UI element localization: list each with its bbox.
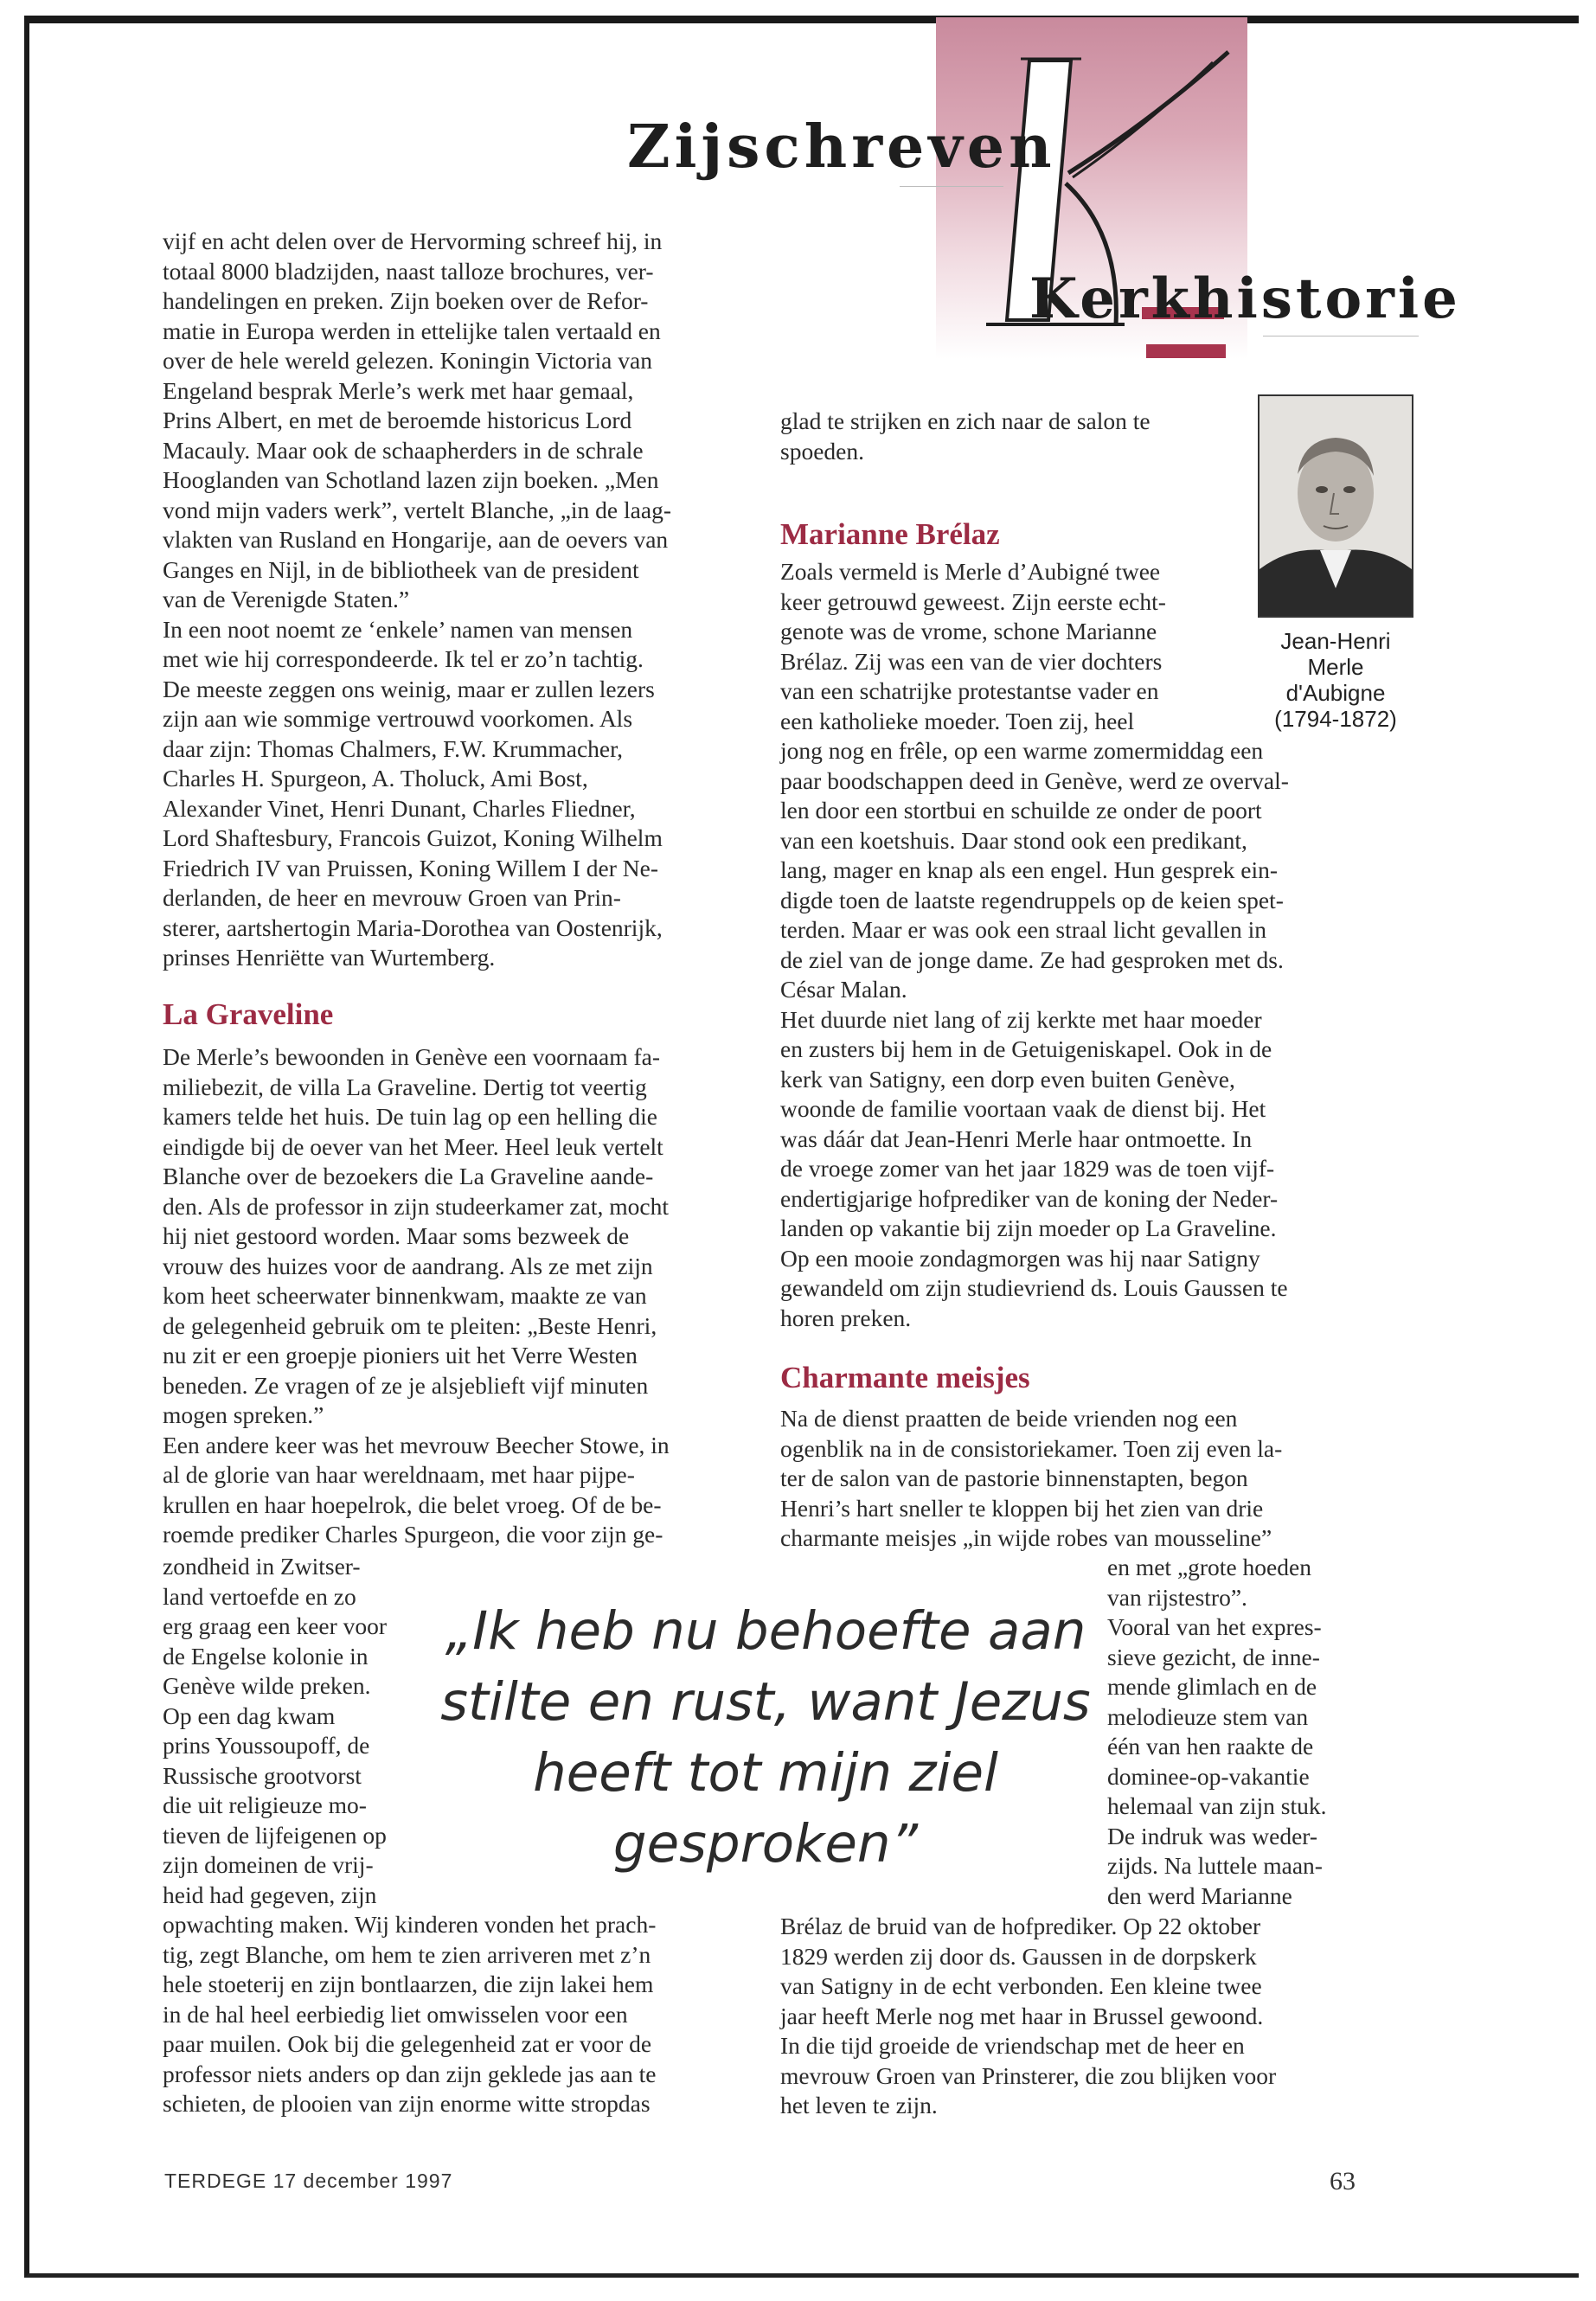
text-line: Brélaz. Zij was een van de vier dochters: [780, 647, 1163, 675]
caption-line: (1794-1872): [1274, 706, 1397, 732]
text-line: een katholieke moeder. Toen zij, heel: [780, 707, 1135, 734]
charmante-text: [780, 1404, 1360, 1554]
text-line: land vertoefde en zo: [163, 1582, 356, 1610]
text-line: keer getrouwd geweest. Zijn eerste echt-: [780, 587, 1166, 615]
text-line: lang, mager en knap als een engel. Hun gesprek ein-: [780, 856, 1278, 883]
text-line: Engeland besprak Merle’s werk met haar gemaal,: [163, 376, 634, 404]
text-line: Het duurde niet lang of zij kerkte met haar moeder: [780, 1005, 1262, 1033]
text-line: Op een dag kwam: [163, 1702, 336, 1729]
text-line: landen op vakantie bij zijn moeder op La Graveline.: [780, 1215, 1277, 1241]
caption-line: Merle: [1307, 654, 1364, 680]
text-line: opwachting maken. Wij kinderen vonden het prach-: [163, 1911, 657, 1938]
text-line: den. Als de professor in zijn studeerkamer zat, mocht: [163, 1192, 669, 1220]
page-title-part1: Zijschreven: [627, 112, 1056, 182]
charmante-narrow-text: [1107, 1553, 1367, 1911]
right-top-text: [780, 407, 1247, 466]
footer-publication: TERDEGE 17 december 1997: [164, 2170, 453, 2192]
text-line: charmante meisjes „in wijde robes van mousseline”: [780, 1524, 1272, 1551]
text-line: De indruk was weder-: [1107, 1822, 1318, 1849]
text-line: professor niets anders op dan zijn geklede jas aan te: [163, 2060, 657, 2087]
quote-line: „Ik heb nu behoefte aan: [445, 1600, 1086, 1662]
text-line: jong nog en frêle, op een warme zomermiddag een: [780, 737, 1264, 764]
text-line: genote was de vrome, schone Marianne: [780, 618, 1157, 644]
header-accent-bar-bottom: [1146, 344, 1226, 358]
text-line: in de hal heel eerbiedig liet omwisselen voor een: [163, 2000, 628, 2028]
text-line: hele stoeterij en zijn bontlaarzen, die zijn lakei hem: [163, 1971, 654, 1997]
text-line: melodieuze stem van: [1107, 1702, 1309, 1730]
text-line: Alexander Vinet, Henri Dunant, Charles Fliedner,: [163, 794, 636, 822]
text-line: Henri’s hart sneller te kloppen bij het zien van drie: [780, 1494, 1264, 1522]
text-line: krullen en haar hoepelrok, die belet vroeg. Of de be-: [163, 1490, 662, 1518]
text-line: roemde prediker Charles Spurgeon, die voor zijn ge-: [163, 1521, 663, 1548]
text-line: totaal 8000 bladzijden, naast talloze brochures, ver-: [163, 257, 654, 285]
text-line: ter de salon van de pastorie binnenstapten, begon: [780, 1465, 1248, 1491]
text-line: Vooral van het expres-: [1107, 1613, 1322, 1640]
text-line: met wie hij correspondeerde. Ik tel er zo’n tachtig.: [163, 645, 644, 672]
text-line: digde toen de laatste regendruppels op de keien spet-: [780, 886, 1284, 913]
marianne-narrow-text: [780, 557, 1237, 736]
text-line: ogenblik na in de consistoriekamer. Toen zij even la-: [780, 1434, 1283, 1462]
text-line: van rijstestro”.: [1107, 1583, 1247, 1611]
text-line: jaar heeft Merle nog met haar in Brussel gewoond.: [780, 2002, 1264, 2029]
quote-line: heeft tot mijn ziel: [533, 1742, 998, 1804]
text-line: Charles H. Spurgeon, A. Tholuck, Ami Bost,: [163, 765, 588, 792]
text-line: In een noot noemt ze ‘enkele’ namen van mensen: [163, 615, 633, 643]
text-line: mogen spreken.”: [163, 1401, 324, 1428]
page-title-part2: Kerkhistorie: [1029, 266, 1461, 331]
text-line: endertigjarige hofprediker van de koning der Neder-: [780, 1184, 1279, 1212]
marianne-text: [780, 736, 1360, 1333]
text-line: sterer, aartshertogin Maria-Dorothea van Oostenrijk,: [163, 913, 663, 941]
text-line: erg graag een keer voor: [163, 1612, 388, 1639]
text-line: hij niet gestoord worden. Maar soms bezweek de: [163, 1222, 630, 1249]
left-intro-text: [163, 227, 742, 973]
text-line: zijds. Na luttele maan-: [1107, 1852, 1323, 1879]
text-line: eindigde bij de oever van het Meer. Heel leuk vertelt: [163, 1132, 663, 1160]
text-line: gewandeld om zijn studievriend ds. Louis Gaussen te: [780, 1274, 1288, 1301]
text-line: Lord Shaftesbury, Francois Guizot, Koning Wilhelm: [163, 824, 663, 851]
text-line: de Engelse kolonie in: [163, 1642, 369, 1670]
text-line: tig, zegt Blanche, om hem te zien arriveren met z’n: [163, 1940, 651, 1968]
text-line: Een andere keer was het mevrouw Beecher Stowe, in: [163, 1431, 670, 1458]
portrait-illustration: [1259, 396, 1412, 616]
left-final-text: [163, 1910, 742, 2119]
text-line: de ziel van de jonge dame. Ze had gesproken met ds.: [780, 945, 1284, 973]
pull-quote: [437, 1596, 1094, 1880]
text-line: beneden. Ze vragen of ze je alsjeblieft vijf minuten: [163, 1371, 649, 1399]
text-line: len door een stortbui en schuilde ze onder de poort: [780, 797, 1262, 824]
text-line: Russische grootvorst: [163, 1761, 362, 1789]
text-line: mende glimlach en de: [1107, 1673, 1317, 1700]
text-line: Brélaz de bruid van de hofprediker. Op 22 oktober: [780, 1913, 1261, 1939]
text-line: 1829 werden zij door ds. Gaussen in de dorpskerk: [780, 1942, 1257, 1970]
quote-line: gesproken”: [612, 1813, 919, 1875]
text-line: nu zit er een groepje pioniers uit het Verre Westen: [163, 1342, 638, 1368]
text-line: over de hele wereld gelezen. Koningin Victoria van: [163, 347, 652, 374]
text-line: terden. Maar er was ook een straal licht gevallen in: [780, 916, 1266, 943]
text-line: prins Youssoupoff, de: [163, 1732, 370, 1759]
caption-line: Jean-Henri: [1280, 628, 1391, 654]
text-line: De Merle’s bewoonden in Genève een voornaam fa-: [163, 1043, 660, 1070]
text-line: derlanden, de heer en mevrouw Groen van Prin-: [163, 884, 621, 911]
la-graveline-text: [163, 1042, 742, 1550]
text-line: van Satigny in de echt verbonden. Een kleine twee: [780, 1972, 1262, 1999]
text-line: dominee-op-vakantie: [1107, 1762, 1310, 1790]
text-line: handelingen en preken. Zijn boeken over de Refor-: [163, 287, 649, 314]
text-line: In die tijd groeide de vriendschap met de heer en: [780, 2032, 1245, 2059]
text-line: was dáár dat Jean-Henri Merle haar ontmoette. In: [780, 1125, 1253, 1152]
heading-la-graveline: La Graveline: [163, 997, 334, 1031]
text-line: die uit religieuze mo-: [163, 1791, 367, 1818]
text-line: van de Verenigde Staten.”: [163, 586, 410, 612]
text-line: horen preken.: [780, 1304, 912, 1331]
text-line: Blanche over de bezoekers die La Graveline aande-: [163, 1163, 654, 1189]
text-line: miliebezit, de villa La Graveline. Dertig tot veertig: [163, 1073, 647, 1100]
text-line: César Malan.: [780, 976, 907, 1003]
text-line: De meeste zeggen ons weinig, maar er zullen lezers: [163, 675, 655, 702]
text-line: zijn aan wie sommige vertrouwd voorkomen. Als: [163, 705, 633, 732]
text-line: vond mijn vaders werk”, vertelt Blanche, „in de laag-: [163, 496, 671, 523]
text-line: Ganges en Nijl, in de bibliotheek van de president: [163, 555, 639, 583]
text-line: Friedrich IV van Pruissen, Koning Willem I der Ne-: [163, 854, 658, 881]
text-line: zijn domeinen de vrij-: [163, 1851, 374, 1878]
heading-marianne-brelaz: Marianne Brélaz: [780, 517, 1000, 551]
text-line: het leven te zijn.: [780, 2092, 938, 2118]
text-line: Hooglanden van Schotland lazen zijn boeken. „Men: [163, 466, 659, 493]
text-line: zondheid in Zwitser-: [163, 1553, 361, 1580]
text-line: schieten, de plooien van zijn enorme witte stropdas: [163, 2090, 651, 2117]
left-narrow-text: [163, 1552, 422, 1910]
text-line: matie in Europa werden in ettelijke talen vertaald en: [163, 317, 661, 344]
text-line: helemaal van zijn stuk.: [1107, 1792, 1327, 1819]
text-line: al de glorie van haar wereldnaam, met haar pijpe-: [163, 1461, 635, 1488]
text-line: Prins Albert, en met de beroemde historicus Lord: [163, 407, 632, 433]
text-line: kerk van Satigny, een dorp even buiten Genève,: [780, 1065, 1235, 1093]
text-line: den werd Marianne: [1107, 1881, 1292, 1909]
text-line: glad te strijken en zich naar de salon te: [780, 407, 1151, 434]
text-line: tieven de lijfeigenen op: [163, 1821, 387, 1849]
text-line: van een schatrijke protestantse vader en: [780, 677, 1159, 704]
text-line: één van hen raakte de: [1107, 1733, 1314, 1759]
text-line: vijf en acht delen over de Hervorming schreef hij, in: [163, 228, 663, 254]
header-rule-left: [900, 186, 1003, 187]
text-line: Macauly. Maar ook de schaapherders in de schrale: [163, 436, 644, 464]
text-line: mevrouw Groen van Prinsterer, die zou blijken voor: [780, 2061, 1277, 2089]
text-line: paar boodschappen deed in Genève, werd ze overval-: [780, 766, 1289, 794]
text-line: Op een mooie zondagmorgen was hij naar Satigny: [780, 1244, 1260, 1272]
text-line: paar muilen. Ook bij die gelegenheid zat er voor de: [163, 2030, 652, 2057]
page-number: 63: [1330, 2167, 1356, 2195]
portrait-photo: [1258, 394, 1413, 618]
portrait-caption: [1249, 628, 1422, 732]
text-line: heid had gegeven, zijn: [163, 1881, 377, 1908]
text-line: sieve gezicht, de inne-: [1107, 1643, 1320, 1670]
text-line: Na de dienst praatten de beide vrienden nog een: [780, 1405, 1238, 1432]
text-line: van een koetshuis. Daar stond ook een predikant,: [780, 826, 1247, 854]
text-line: daar zijn: Thomas Chalmers, F.W. Krummacher,: [163, 734, 624, 762]
text-line: de vroege zomer van het jaar 1829 was de toen vijf-: [780, 1155, 1275, 1182]
heading-charmante-meisjes: Charmante meisjes: [780, 1361, 1030, 1394]
caption-line: d'Aubigne: [1285, 680, 1386, 706]
right-final-text: [780, 1912, 1360, 2121]
quote-line: stilte en rust, want Jezus: [440, 1671, 1091, 1733]
text-line: vrouw des huizes voor de aandrang. Als ze met zijn: [163, 1252, 653, 1279]
text-line: de gelegenheid gebruik om te pleiten: „Beste Henri,: [163, 1311, 657, 1339]
text-line: Zoals vermeld is Merle d’Aubigné twee: [780, 558, 1161, 585]
text-line: en zusters bij hem in de Getuigeniskapel. Ook in de: [780, 1035, 1272, 1062]
text-line: prinses Henriëtte van Wurtemberg.: [163, 944, 496, 971]
text-line: kom heet scheerwater binnenkwam, maakte ze van: [163, 1282, 647, 1309]
text-line: en met „grote hoeden: [1107, 1554, 1311, 1580]
text-line: vlakten van Rusland en Hongarije, aan de oevers van: [163, 526, 669, 553]
text-line: kamers telde het huis. De tuin lag op een helling die: [163, 1103, 657, 1130]
text-line: woonde de familie voortaan vaak de dienst bij. Het: [780, 1095, 1266, 1122]
text-line: spoeden.: [780, 437, 864, 465]
text-line: Genève wilde preken.: [163, 1672, 371, 1699]
